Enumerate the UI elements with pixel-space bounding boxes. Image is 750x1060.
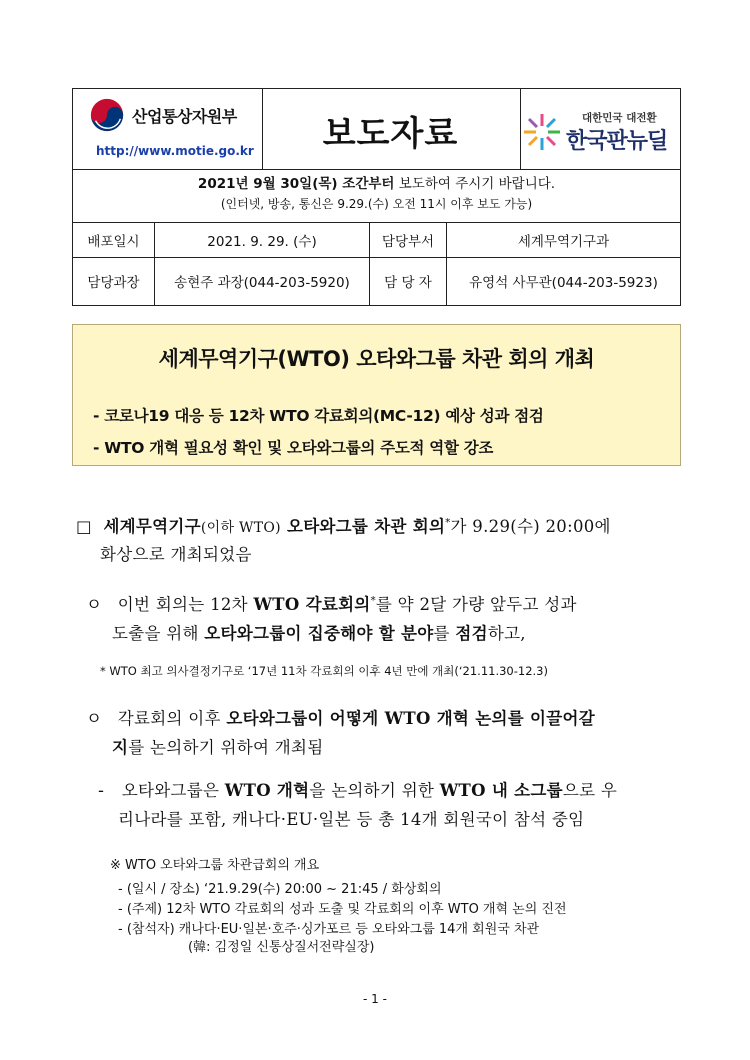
taegeuk-emblem-icon — [88, 96, 126, 134]
doc-type-title: 보도자료 — [322, 113, 459, 154]
headline-title: 세계무역기구(WTO) 오타와그룹 차관 회의 개최 — [158, 347, 595, 371]
summary-title: ※ WTO 오타와그룹 차관급회의 개요 — [110, 858, 320, 873]
dist-date-value: 2021. 9. 29. (수) — [207, 233, 317, 250]
p2-d: 를 약 2달 가량 앞두고 성과 — [375, 595, 577, 614]
newdeal-tagline: 대한민국 대전환 — [582, 112, 657, 124]
circle-bullet-2: ㅇ — [86, 709, 103, 728]
embargo-note: (인터넷, 방송, 통신은 9.29.(수) 오전 11시 이후 보도 가능) — [220, 197, 533, 211]
headline-sub-1: - 코로나19 대응 등 12차 WTO 각료회의(MC-12) 예상 성과 점검 — [93, 407, 544, 425]
p1-b: (이하 WTO) — [200, 520, 281, 536]
square-bullet: □ — [76, 517, 92, 536]
para-3-line2 — [112, 734, 324, 758]
embargo-rest: 보도하여 주시기 바랍니다. — [394, 176, 556, 192]
footnote-1: * WTO 최고 의사결정기구로 ‘17년 11차 각료회의 이후 4년 만에 개최(‘21.11.30-12.3) — [100, 664, 548, 678]
newdeal-burst-icon — [522, 112, 562, 152]
p2-b: WTO 각료회의 — [253, 595, 371, 614]
summary-item-4: (韓: 김정일 신통상질서전략실장) — [188, 940, 375, 955]
embargo-date: 2021년 9월 30일(목) 조간부터 — [197, 176, 395, 192]
p1-c: 오타와그룹 차관 회의 — [280, 517, 446, 536]
ministry-name: 산업통상자원부 — [132, 107, 237, 126]
newdeal-name: 한국판뉴딜 — [566, 129, 668, 154]
para-4 — [98, 777, 681, 801]
p2-a: 이번 회의는 12차 — [117, 595, 254, 614]
ministry-logo — [82, 94, 260, 166]
p3-b: 오타와그룹이 어떻게 WTO 개혁 논의를 이끌어갈 — [226, 709, 595, 728]
p1-a: 세계무역기구 — [103, 517, 201, 536]
p4-b: WTO 개혁 — [224, 781, 310, 800]
summary-item-2: - (주제) 12차 WTO 각료회의 성과 도출 및 각료회의 이후 WTO 개혁 논의 진전 — [118, 902, 567, 917]
p3-a: 각료회의 이후 — [117, 709, 227, 728]
staff-label: 담 당 자 — [384, 275, 432, 291]
dash-bullet: - — [98, 781, 105, 800]
circle-bullet: ㅇ — [86, 595, 103, 614]
p2-c: * — [370, 595, 376, 607]
p2-2d: 점검 — [455, 624, 488, 643]
para-4-line2: 리나라를 포함, 캐나다·EU·일본 등 총 14개 회원국이 참석 중임 — [118, 810, 585, 829]
summary-item-3: - (참석자) 캐나다·EU·일본·호주·싱가포르 등 오타와그룹 14개 회원국 차관 — [118, 922, 540, 937]
headline-sub-2: - WTO 개혁 필요성 확인 및 오타와그룹의 주도적 역할 강조 — [93, 439, 494, 457]
p4-d: WTO 내 소그룹 — [439, 781, 563, 800]
p3-2b: 를 논의하기 위하여 개최됨 — [128, 738, 324, 757]
dept-value: 세계무역기구과 — [517, 233, 610, 250]
para-1-line2: 화상으로 개최되었음 — [100, 545, 252, 564]
newdeal-logo — [520, 94, 680, 166]
para-3 — [86, 705, 681, 729]
manager-value: 송현주 과장(044-203-5920) — [174, 275, 350, 291]
ministry-url[interactable]: http://www.motie.go.kr — [96, 144, 254, 158]
staff-value: 유영석 사무관(044-203-5923) — [469, 275, 658, 291]
embargo-line — [73, 172, 680, 192]
p4-c: 을 논의하기 위한 — [309, 781, 440, 800]
p3-2a: 지 — [112, 738, 129, 757]
p4-a: 오타와그룹은 — [121, 781, 225, 800]
dist-date-label: 배포일시 — [87, 233, 140, 250]
para-2-line2 — [112, 620, 682, 644]
p2-2a: 도출을 위해 — [112, 624, 205, 643]
p4-e: 으로 우 — [562, 781, 618, 800]
p1-d: * — [445, 517, 451, 529]
manager-label: 담당과장 — [87, 275, 140, 291]
para-1 — [76, 513, 681, 537]
p1-e: 가 9.29(수) 20:00에 — [450, 517, 611, 536]
dept-label: 담당부서 — [381, 233, 435, 250]
para-2 — [86, 591, 681, 615]
page-number: - 1 - — [363, 992, 387, 1006]
p2-2b: 오타와그룹이 집중해야 할 분야 — [204, 624, 434, 643]
p2-2c: 를 — [433, 624, 456, 643]
p2-2e: 하고, — [487, 624, 526, 643]
summary-item-1: - (일시 / 장소) ‘21.9.29(수) 20:00 ~ 21:45 / 화상회의 — [118, 882, 442, 897]
